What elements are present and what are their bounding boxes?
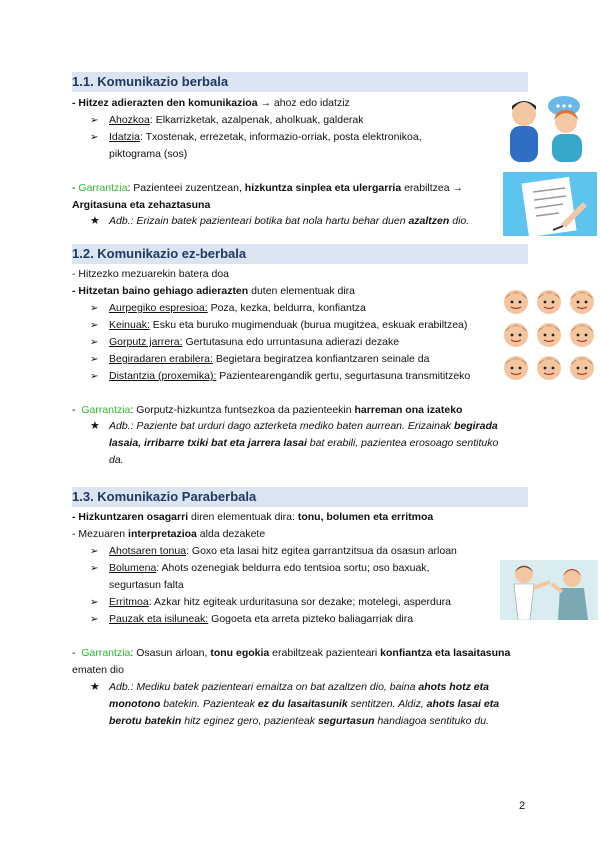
plain-text: ahoz edo idatziz — [273, 97, 350, 109]
list-item — [109, 300, 366, 317]
section-heading-1-3 — [72, 487, 528, 507]
item-key: Pauzak eta isiluneak: — [109, 613, 209, 625]
section-heading-1-1 — [72, 72, 528, 92]
example-line — [109, 213, 469, 230]
arrow-bullet-icon: ➢ — [90, 320, 99, 331]
paragraph-line — [72, 509, 433, 526]
star-bullet-icon: ★ — [90, 681, 100, 693]
example-line — [109, 713, 489, 730]
plain-text: Adb.: Paziente bat urduri dago azterketa mediko baten aurrean. Erizainak — [109, 420, 454, 432]
list-item-continuation: piktograma (sos) — [109, 148, 188, 160]
list-item — [109, 594, 451, 611]
list-item — [109, 560, 429, 577]
bold-text: harreman ona izateko — [354, 404, 463, 416]
importance-line: - Garrantzia: Pazienteei zuzentzean, hizkuntza sinplea eta ulergarria erabiltzea → — [72, 182, 464, 194]
importance-line: - Garrantzia: Osasun arloan, tonu egokia erabiltzeak pazienteari konfiantza eta lasaitasuna — [72, 647, 511, 659]
plain-text: Adb.: Erizain batek pazienteari botika bat nola hartu behar duen — [109, 215, 409, 227]
item-value: Gogoeta eta arreta pizteko baliagarriak dira — [208, 613, 414, 625]
bold-text: azaltzen — [408, 215, 450, 227]
item-key: Ahotsaren tonua — [109, 545, 187, 557]
plain-text: : Gorputz-hizkuntza funtsezkoa da pazienteekin — [130, 404, 355, 416]
bold-text: - Hizkuntzaren osagarri — [72, 511, 189, 523]
item-key: Idatzia — [109, 131, 140, 143]
bold-text: konfiantza eta lasaitasuna — [380, 647, 511, 659]
heading-text: 1.2. Komunikazio ez-berbala — [72, 246, 247, 261]
item-value: : Ahots ozenegiak beldurra edo tentsioa sortu; oso baxuak, — [156, 562, 430, 574]
plain-text: dio. — [449, 215, 470, 227]
item-key: Bolumena — [109, 562, 157, 574]
bold-text: begirada — [453, 420, 498, 432]
arrow-text: → — [257, 97, 274, 109]
item-value: : Azkar hitz egiteak urduritasuna sor dezake; motelegi, asperdura — [148, 596, 452, 608]
arrow-bullet-icon: ➢ — [90, 115, 99, 126]
plain-text: batekin. Pazienteak — [160, 698, 258, 710]
item-key: Distantzia (proxemika): — [109, 370, 217, 382]
plain-text: duten elementuak dira — [248, 285, 356, 297]
example-line — [109, 418, 498, 435]
list-item — [109, 368, 470, 385]
bold-text: tonu, bolumen eta erritmoa — [297, 511, 434, 523]
paragraph-line — [72, 283, 355, 300]
importance-continuation: ematen dio — [72, 664, 124, 676]
item-key: Gorputz jarrera: — [109, 336, 183, 348]
example-line: da. — [109, 454, 124, 466]
bold-text: hizkuntza sinplea eta ulergarria — [244, 182, 402, 194]
facial-expressions-illustration — [500, 286, 598, 384]
arrow-bullet-icon: ➢ — [90, 546, 99, 557]
importance-label: Garrantzia — [81, 404, 131, 416]
list-item-continuation: segurtasun falta — [109, 579, 184, 591]
bold-text: berotu batekin — [109, 715, 182, 727]
bold-text: segurtasun — [317, 715, 375, 727]
paragraph-line: - Hitzezko mezuarekin batera doa — [72, 268, 229, 280]
importance-label: Garrantzia — [81, 647, 131, 659]
bold-text: monotono — [109, 698, 161, 710]
bold-text: ahots lasai eta — [426, 698, 500, 710]
arrow-bullet-icon: ➢ — [90, 354, 99, 365]
arrow-bullet-icon: ➢ — [90, 371, 99, 382]
plain-text: handiagoa sentituko du. — [374, 715, 489, 727]
list-item — [109, 334, 399, 351]
bold-text: ahots hotz eta — [418, 681, 489, 693]
list-item — [109, 351, 429, 368]
item-value: Gertutasuna edo urruntasuna adierazi dezake — [182, 336, 400, 348]
importance-continuation: Argitasuna eta zehaztasuna — [72, 199, 211, 211]
item-value: Pazientearengandik gertu, segurtasuna transmititzeko — [216, 370, 471, 382]
item-key: Ahozkoa — [109, 114, 150, 126]
plain-text: - Mezuaren — [72, 528, 129, 540]
plain-text: : Osasun arloan, — [130, 647, 211, 659]
star-bullet-icon: ★ — [90, 215, 100, 227]
item-key: Keinuak: — [109, 319, 150, 331]
bold-text: tonu egokia — [210, 647, 270, 659]
item-value: : Txostenak, errezetak, informazio-orriak, posta elektronikoa, — [139, 131, 422, 143]
star-bullet-icon: ★ — [90, 420, 100, 432]
item-key: Erritmoa — [109, 596, 149, 608]
example-line — [109, 679, 489, 696]
example-line — [109, 435, 498, 452]
item-key: Begiradaren erabilera: — [109, 353, 213, 365]
list-item — [109, 112, 364, 129]
plain-text: erabiltzeak pazienteari — [269, 647, 381, 659]
plain-text: hitz eginez gero, pazienteak — [181, 715, 318, 727]
bold-text: lasaia, irribarre txiki bat eta jarrera lasai — [109, 437, 307, 449]
paragraph-line — [72, 526, 265, 543]
plain-text: alda dezakete — [196, 528, 266, 540]
plain-text: sentitzen. Aldiz, — [347, 698, 427, 710]
bold-text: - Hitzez adierazten den komunikazioa — [72, 97, 258, 109]
importance-label: Garrantzia — [78, 182, 128, 194]
importance-line: - Garrantzia: Gorputz-hizkuntza funtsezkoa da pazienteekin harreman ona izateko — [72, 404, 463, 416]
example-line — [109, 696, 499, 713]
page-number: 2 — [519, 800, 526, 812]
arrow-bullet-icon: ➢ — [90, 132, 99, 143]
plain-text: : Pazienteei zuzentzean, — [127, 182, 245, 194]
list-item — [109, 129, 422, 146]
heading-text: 1.3. Komunikazio Paraberbala — [72, 489, 257, 504]
list-item — [109, 317, 467, 334]
item-value: Poza, kezka, beldurra, konfiantza — [207, 302, 366, 314]
paragraph-line — [72, 95, 350, 112]
bold-text: - Hitzetan baino gehiago adierazten — [72, 285, 249, 297]
list-item — [109, 543, 457, 560]
section-heading-1-2 — [72, 244, 528, 264]
bold-text: ez du lasaitasunik — [257, 698, 348, 710]
arrow-bullet-icon: ➢ — [90, 337, 99, 348]
people-arguing-illustration — [500, 560, 598, 620]
item-value: : Elkarrizketak, azalpenak, aholkuak, galderak — [149, 114, 364, 126]
plain-text: bat erabili, pazientea erosoago sentituko — [306, 437, 499, 449]
item-value: Begietara begiratzea konfiantzaren seinale da — [212, 353, 430, 365]
arrow-bullet-icon: ➢ — [90, 563, 99, 574]
item-value: Esku eta buruko mugimenduak (burua mugitzea, eskuak erabiltzea) — [149, 319, 468, 331]
item-key: Aurpegiko espresioa: — [109, 302, 208, 314]
arrow-bullet-icon: ➢ — [90, 597, 99, 608]
arrow-bullet-icon: ➢ — [90, 614, 99, 625]
plain-text: diren elementuak dira: — [188, 511, 298, 523]
list-item — [109, 611, 413, 628]
item-value: : Goxo eta lasai hitz egitea garrantzitsua da osasun arloan — [186, 545, 457, 557]
arrow-bullet-icon: ➢ — [90, 303, 99, 314]
plain-text: Adb.: Mediku batek pazienteari emaitza on bat azaltzen dio, baina — [109, 681, 419, 693]
plain-text: erabiltzea → — [401, 182, 464, 194]
bold-text: interpretazioa — [128, 528, 197, 540]
heading-text: 1.1. Komunikazio berbala — [72, 74, 229, 89]
writing-document-illustration — [503, 172, 597, 236]
people-talking-illustration — [498, 86, 594, 162]
